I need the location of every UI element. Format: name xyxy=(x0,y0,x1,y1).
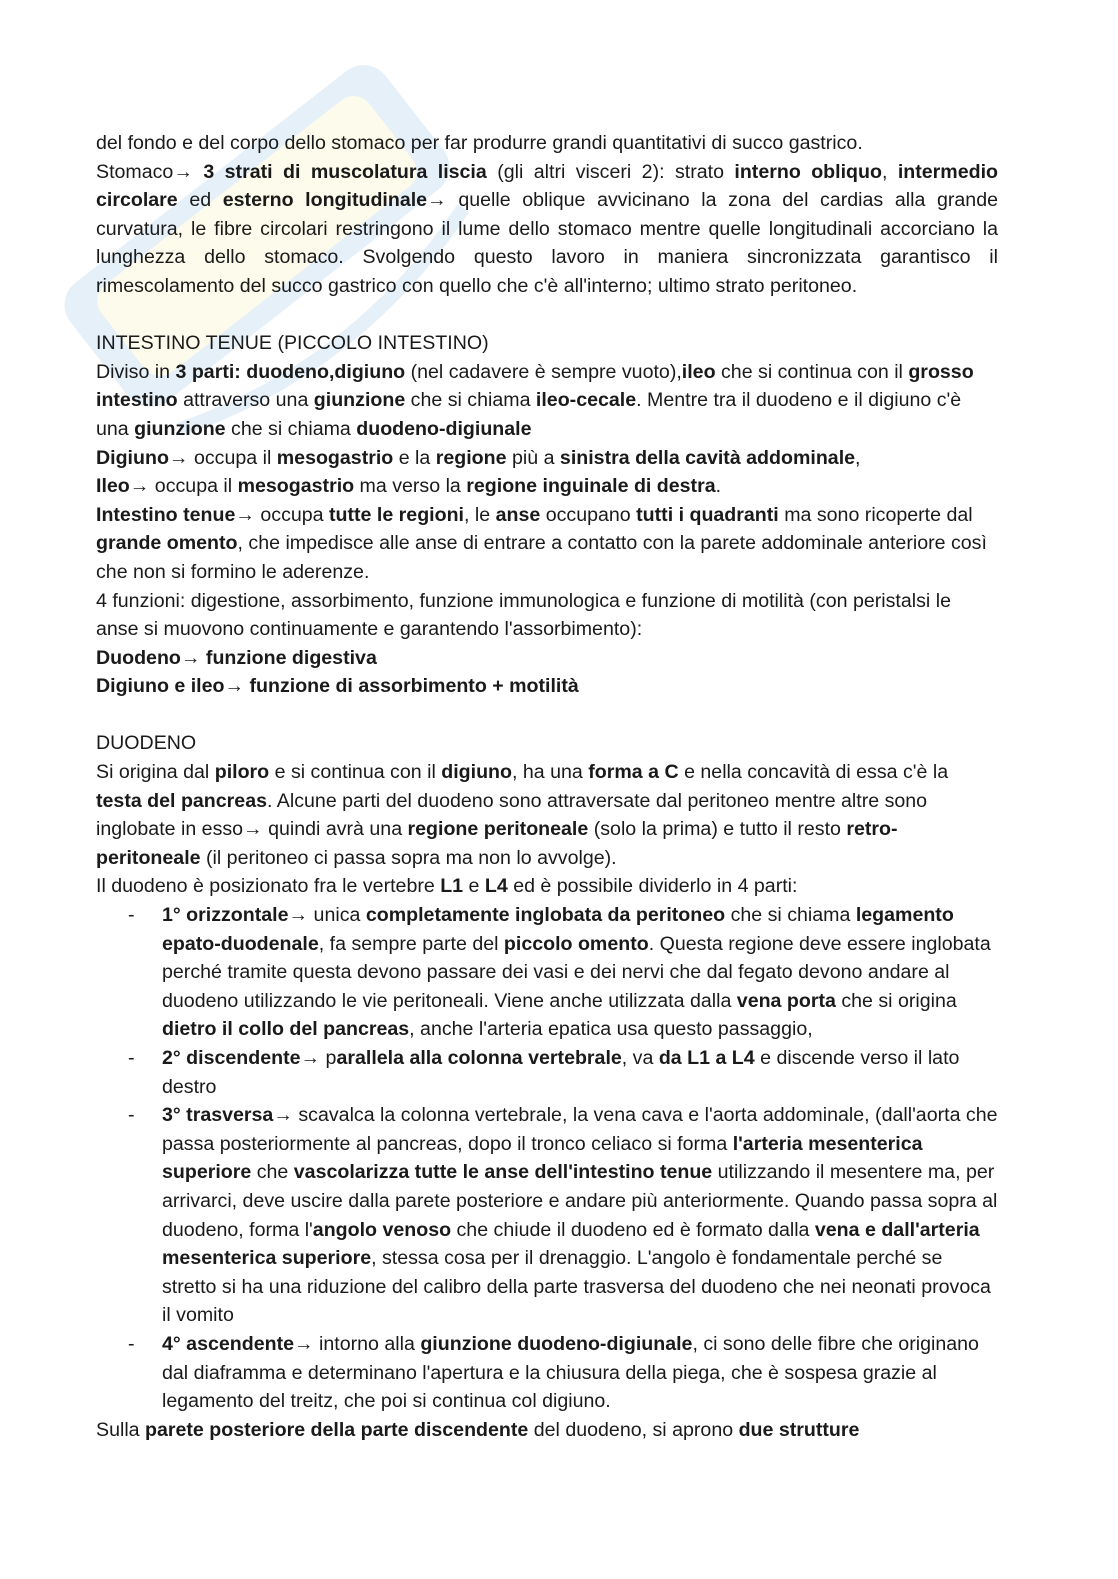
paragraph: Il duodeno è posizionato fra le vertebre L1 e L4 ed è possibile dividerlo in 4 parti: xyxy=(96,875,798,898)
list-item: - 1° orizzontale→ unica completamente inglobata da peritoneo che si chiama legamento epato-duodenale, fa sempre parte del piccolo omento. Questa regione deve essere inglobata perché tramite questa devono passare dei vasi e dei nervi che dal fegato devono andare al duodeno utilizzando le vie peritoneali. Viene anche utilizzata dalla vena porta che si origina dietro il collo del pancreas, anche l'arteria epatica usa questo passaggio, xyxy=(96,901,998,1044)
paragraph: Ileo→ occupa il mesogastrio ma verso la regione inguinale di destra. xyxy=(96,475,722,498)
list-item: - 4° ascendente→ intorno alla giunzione duodeno-digiunale, ci sono delle fibre che originano dal diaframma e determinano l'apertura e la chiusura della piega, che è sospesa grazie al legamento del treitz, che poi si continua col digiuno. xyxy=(96,1330,998,1416)
list-item: - 3° trasversa→ scavalca la colonna vertebrale, la vena cava e l'aorta addominale, (dall'aorta che passa posteriormente al pancreas, dopo il tronco celiaco si forma l'arteria mesenterica superiore che vascolarizza tutte le anse dell'intestino tenue utilizzando il mesentere ma, per arrivarci, deve uscire dalla parete posteriore e andare più anteriormente. Quando passa sopra al duodeno, forma l'angolo venoso che chiude il duodeno ed è formato dalla vena e dall'arteria mesenterica superiore, stessa cosa per il drenaggio. L'angolo è fondamentale perché se stretto si ha una riduzione del calibro della parte trasversa del duodeno che nei neonati provoca il vomito xyxy=(96,1101,998,1330)
paragraph: Si origina dal piloro e si continua con il digiuno, ha una forma a C e nella concavità di essa c'è la testa del pancreas. Alcune parti del duodeno sono attraversate dal peritoneo mentre altre sono inglobate in esso→ quindi avrà una regione peritoneale (solo la prima) e tutto il resto retro-peritoneale (il peritoneo ci passa sopra ma non lo avvolge). xyxy=(96,761,949,869)
duodeno-parts-list xyxy=(96,901,998,1416)
section-heading-duodeno: DUODENO xyxy=(96,732,197,755)
paragraph: Digiuno e ileo→ funzione di assorbimento + motilità xyxy=(96,675,579,698)
list-item: - 2° discendente→ parallela alla colonna vertebrale, va da L1 a L4 e discende verso il lato destro xyxy=(96,1044,998,1101)
paragraph: del fondo e del corpo dello stomaco per far produrre grandi quantitativi di succo gastrico. xyxy=(96,132,863,154)
paragraph: Intestino tenue→ occupa tutte le regioni, le anse occupano tutti i quadranti ma sono ricoperte dal grande omento, che impedisce alle anse di entrare a contatto con la parete addominale anteriore così che non si formino le aderenze. xyxy=(96,503,987,583)
paragraph: 4 funzioni: digestione, assorbimento, funzione immunologica e funzione di motilità (con peristalsi le anse si muovono continuamente e garantendo l'assorbimento): xyxy=(96,589,951,641)
paragraph-stomaco: Stomaco→ 3 strati di muscolatura liscia (gli altri visceri 2): strato interno obliquo, intermedio circolare ed esterno longitudinale→ quelle oblique avvicinano la zona del cardias alla grande curvatura, le fibre circolari restringono il lume dello stomaco mentre quelle longitudinali accorciano la lunghezza dello stomaco. Svolgendo questo lavoro in maniera sincronizzata garantisco il rimescolamento del succo gastrico con quello che c'è all'interno; ultimo strato peritoneo. xyxy=(96,160,998,297)
paragraph: Diviso in 3 parti: duodeno,digiuno (nel cadavere è sempre vuoto),ileo che si continua con il grosso intestino attraverso una giunzione che si chiama ileo-cecale. Mentre tra il duodeno e il digiuno c'è una giunzione che si chiama duodeno-digiunale xyxy=(96,360,974,440)
paragraph: Digiuno→ occupa il mesogastrio e la regione più a sinistra della cavità addominale, xyxy=(96,446,861,469)
paragraph: Sulla parete posteriore della parte discendente del duodeno, si aprono due strutture xyxy=(96,1418,860,1441)
document-page xyxy=(96,129,998,1444)
section-heading-tenue: INTESTINO TENUE (PICCOLO INTESTINO) xyxy=(96,332,489,355)
paragraph: Duodeno→ funzione digestiva xyxy=(96,646,377,669)
